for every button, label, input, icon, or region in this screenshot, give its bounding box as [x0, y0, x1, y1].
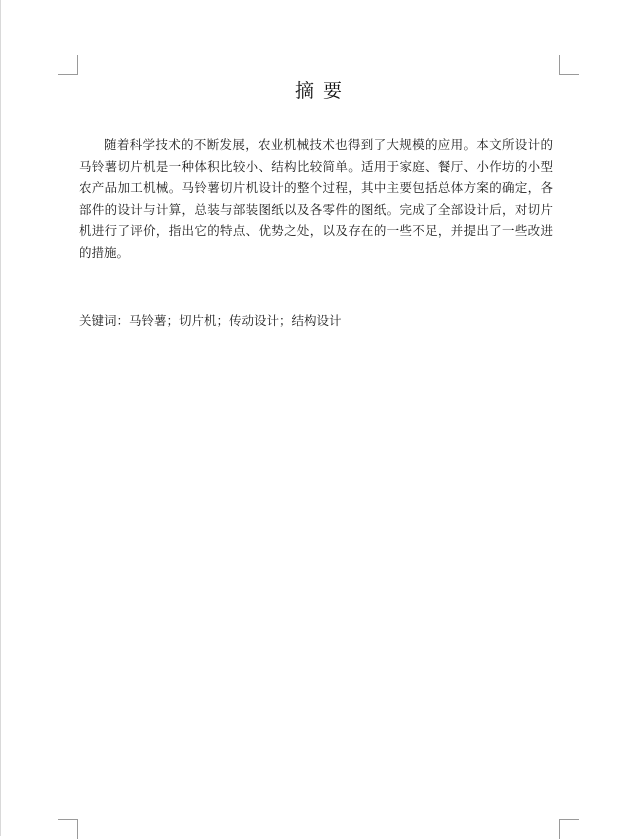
margin-mark-bottom-left — [58, 819, 78, 839]
margin-mark-bottom-right — [559, 819, 579, 839]
margin-mark-top-right — [559, 55, 579, 75]
abstract-paragraph: 随着科学技术的不断发展，农业机械技术也得到了大规模的应用。本文所设计的马铃薯切片机是一种体积比较小、结构比较简单。适用于家庭、餐厅、小作坊的小型农产品加工机械。马铃薯切片机设计的整个过程，其中主要包括总体方案的确定，各部件的设计与计算，总装与部装图纸以及各零件的图纸。完成了全部设计后，对切片机进行了评价，指出它的特点、优势之处，以及存在的一些不足，并提出了一些改进的措施。 — [79, 137, 553, 260]
page-title: 摘要 — [294, 80, 351, 102]
keywords-line: 关键词：马铃薯；切片机；传动设计；结构设计 — [79, 313, 342, 328]
margin-mark-top-left — [58, 55, 78, 75]
